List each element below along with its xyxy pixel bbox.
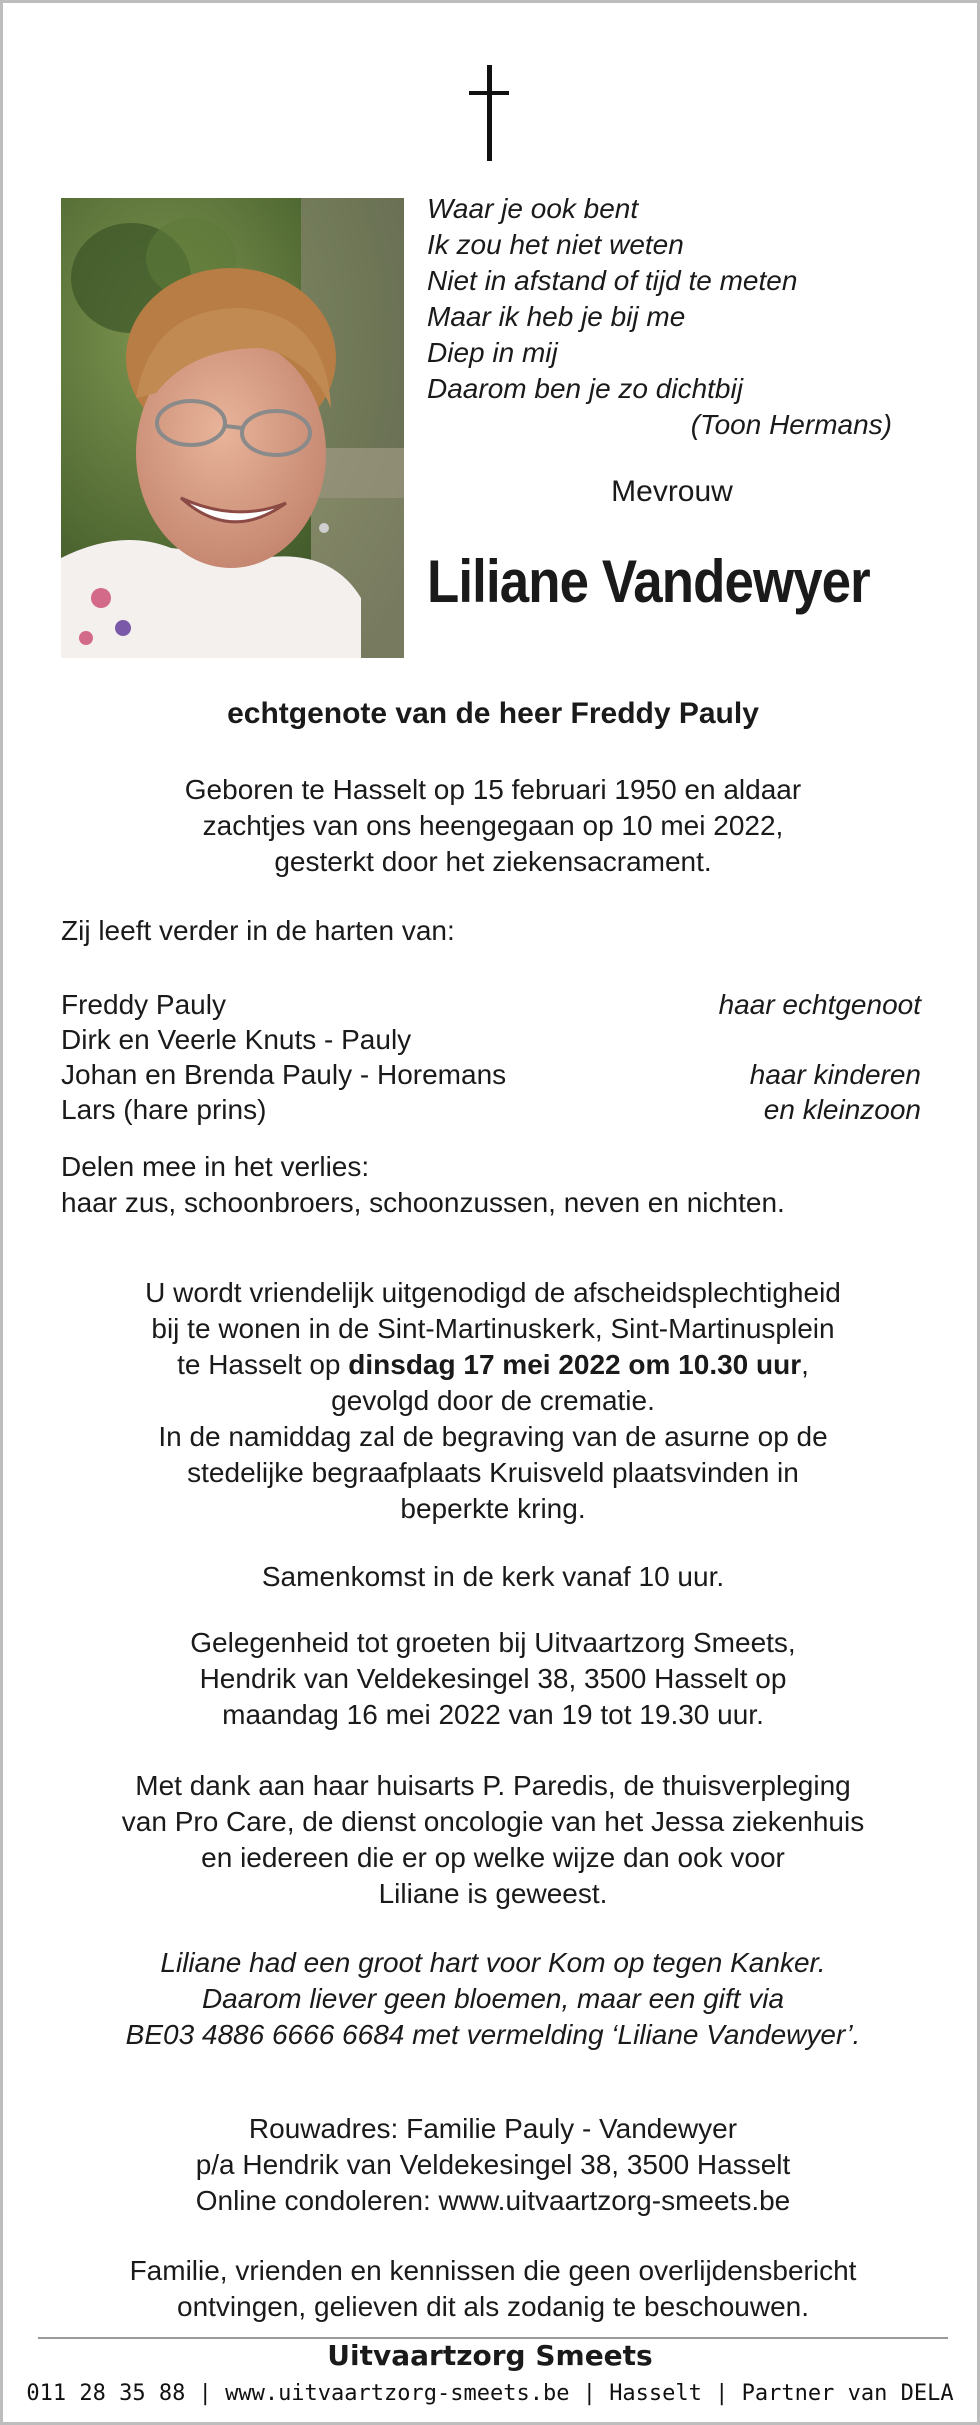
text-line: BE03 4886 6666 6684 met vermelding ‘Liliane Vandewyer’. <box>125 2019 861 2050</box>
text-fragment: , <box>801 1349 809 1380</box>
list-item <box>61 1057 921 1092</box>
text-fragment: te Hasselt op <box>177 1349 349 1380</box>
survivor-role: haar echtgenoot <box>718 989 921 1020</box>
text-line: ontvingen, gelieven dit als zodanig te beschouwen. <box>177 2291 809 2322</box>
mourning-address <box>43 2111 943 2219</box>
survivor-name: Freddy Pauly <box>61 989 226 1020</box>
text-line: Rouwadres: Familie Pauly - Vandewyer <box>248 2113 738 2144</box>
text-line <box>43 1347 943 1383</box>
text-line: Liliane is geweest. <box>378 1878 608 1909</box>
text-line: en iedereen die er op welke wijze dan ook voor <box>201 1842 785 1873</box>
text-line: Daarom liever geen bloemen, maar een gift via <box>201 1983 785 2014</box>
text-line: Liliane had een groot hart voor Kom op tegen Kanker. <box>160 1947 826 1978</box>
survivor-role: haar kinderen <box>749 1059 921 1090</box>
share-loss-text <box>61 1149 785 1221</box>
visitation-text <box>43 1625 943 1733</box>
text-line: beperkte kring. <box>400 1493 586 1524</box>
poem-line: Ik zou het niet weten <box>427 229 684 260</box>
text-line: In de namiddag zal de begraving van de asurne op de <box>158 1421 828 1452</box>
poem-line: Daarom ben je zo dichtbij <box>427 373 743 404</box>
text-line: gevolgd door de crematie. <box>331 1385 655 1416</box>
survivor-name: Dirk en Veerle Knuts - Pauly <box>61 1024 412 1055</box>
text-line: Familie, vrienden en kennissen die geen overlijdensbericht <box>129 2255 857 2286</box>
gathering-text: Samenkomst in de kerk vanaf 10 uur. <box>261 1561 725 1592</box>
poem-line: Waar je ook bent <box>427 193 639 224</box>
list-item <box>61 1092 921 1127</box>
text-line: Delen mee in het verlies: <box>61 1151 370 1182</box>
deceased-name: Liliane Vandewyer <box>427 548 870 615</box>
text-line: Gelegenheid tot groeten bij Uitvaartzorg Smeets, <box>190 1627 796 1658</box>
text-line: zachtjes van ons heengegaan op 10 mei 2022, <box>202 810 784 841</box>
text-line: Geboren te Hasselt op 15 februari 1950 en aldaar <box>184 774 802 805</box>
ceremony-text <box>43 1275 943 1527</box>
text-line: haar zus, schoonbroers, schoonzussen, neven en nichten. <box>61 1187 785 1218</box>
poem-author: (Toon Hermans) <box>690 409 892 440</box>
survivor-role: en kleinzoon <box>763 1094 921 1125</box>
survivors-list <box>61 987 921 1127</box>
gift-text <box>43 1945 943 2053</box>
list-item <box>61 987 921 1022</box>
company-name: Uitvaartzorg Smeets <box>327 2339 653 2372</box>
survivor-name: Johan en Brenda Pauly - Horemans <box>61 1059 507 1090</box>
birth-death-text <box>43 772 943 880</box>
text-line: stedelijke begraafplaats Kruisveld plaatsvinden in <box>187 1457 799 1488</box>
text-line: gesterkt door het ziekensacrament. <box>274 846 712 877</box>
text-line: Hendrik van Veldekesingel 38, 3500 Hasselt op <box>199 1663 787 1694</box>
list-item <box>61 1022 921 1057</box>
poem-line: Diep in mij <box>427 337 558 368</box>
ceremony-datetime: dinsdag 17 mei 2022 om 10.30 uur <box>348 1349 802 1380</box>
poem <box>427 191 917 443</box>
text-line: Met dank aan haar huisarts P. Paredis, de thuisverpleging <box>135 1770 851 1801</box>
survivor-name: Lars (hare prins) <box>61 1094 267 1125</box>
text-line: bij te wonen in de Sint-Martinuskerk, Sint-Martinusplein <box>151 1313 835 1344</box>
text-line: U wordt vriendelijk uitgenodigd de afscheidsplechtigheid <box>145 1277 841 1308</box>
text-line: van Pro Care, de dienst oncologie van het Jessa ziekenhuis <box>121 1806 865 1837</box>
company-contact: 011 28 35 88 | www.uitvaartzorg-smeets.be | Hasselt | Partner van DELA <box>26 2381 954 2406</box>
spouse-line: echtgenote van de heer Freddy Pauly <box>227 697 759 730</box>
cross-icon <box>469 65 509 161</box>
text-line: maandag 16 mei 2022 van 19 tot 19.30 uur. <box>222 1699 764 1730</box>
salutation: Mevrouw <box>611 475 733 508</box>
poem-line: Niet in afstand of tijd te meten <box>427 265 798 296</box>
thanks-text <box>43 1768 943 1912</box>
portrait-photo <box>61 198 404 658</box>
survivors-intro: Zij leeft verder in de harten van: <box>61 915 455 946</box>
notice-text <box>43 2253 943 2325</box>
condolence-link[interactable]: Online condoleren: www.uitvaartzorg-smeets.be <box>195 2185 791 2216</box>
poem-line: Maar ik heb je bij me <box>427 301 686 332</box>
text-line: p/a Hendrik van Veldekesingel 38, 3500 Hasselt <box>195 2149 791 2180</box>
